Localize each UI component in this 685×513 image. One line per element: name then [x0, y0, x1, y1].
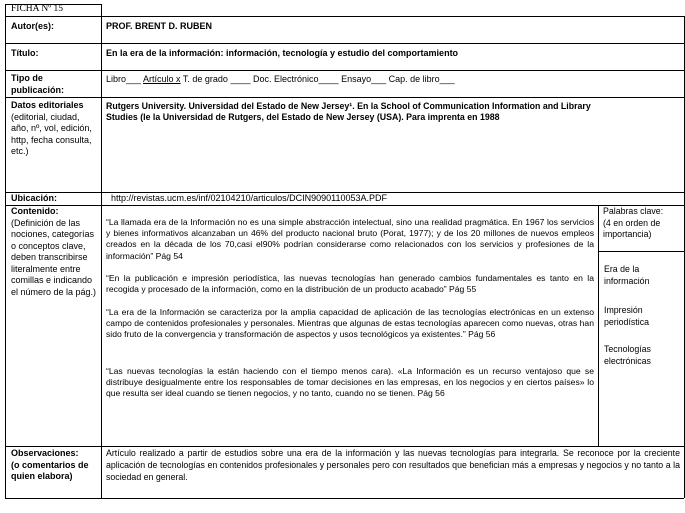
keyword-3: Tecnologías electrónicas	[604, 344, 651, 366]
contenido-label-block	[11, 206, 99, 298]
rule	[598, 205, 599, 446]
rule	[5, 43, 684, 44]
datos-line1: Rutgers University. Universidad del Estado de New Jersey¹. En la School of Communication Information and Library	[106, 101, 591, 111]
tipo-cap: Cap. de libro___	[388, 74, 455, 84]
contenido-label-detail: (Definición de las nociones, categorías o conceptos clave, deben transcribirse literalmente entre comillas e indicando el número de la pág.)	[11, 217, 97, 297]
ubicacion-label: Ubicación:	[11, 193, 58, 203]
tipo-tesis: T. de grado ____	[182, 74, 251, 84]
observaciones-value: Artículo realizado a partir de estudios sobre una era de la información y las nuevas tecnologías para integrarla. Se reconoce por la creciente aplicación de tecnologías en contenidos profesionales y personales pero con resultados que benefician más a empresas y negocios y no tanto a la sociedad en general.	[106, 448, 680, 482]
keyword-2: Impresión periodística	[604, 305, 649, 327]
rule	[5, 205, 684, 206]
tipo-libro: Libro___	[106, 74, 142, 84]
rule	[5, 498, 684, 499]
rule	[101, 4, 102, 498]
contenido-label: Contenido:	[11, 206, 59, 216]
ubicacion-url[interactable]: http://revistas.ucm.es/inf/02104210/articulos/DCIN9090110053A.PDF	[111, 193, 387, 203]
datos-line2: Studies (le la Universidad de Rutgers, del Estado de New Jersey (USA). Para imprenta en 1988	[106, 112, 500, 122]
quote-2: “En la publicación e impresión periodística, las nuevas tecnologías han generado cambios fundamentales es tanto en la recogida y procesado de la información, como en la distribución de un producto acabado” Pág 55	[106, 273, 594, 295]
autor-value: PROF. BRENT D. RUBEN	[106, 21, 213, 31]
palabras-label-detail: (4 en orden de importancia)	[603, 217, 661, 239]
observaciones-label-block	[11, 448, 99, 483]
rule	[598, 251, 684, 252]
tipo-label: Tipo de publicación:	[11, 73, 65, 95]
palabras-label: Palabras clave:	[603, 206, 664, 216]
rule	[5, 16, 684, 17]
ficha-number: FICHA Nº 15	[11, 4, 64, 14]
tipo-options	[106, 74, 455, 86]
titulo-label: Título:	[11, 48, 39, 58]
titulo-value: En la era de la información: información, tecnología y estudio del comportamiento	[106, 48, 459, 58]
quote-3: “La era de la Información se caracteriza por la amplia capacidad de aplicación de las tecnologías electrónicas en un extenso campo de contenidos profesionales y personales. Mientras que algunas de estas tecnologías aparecen como nuevas, otras han sido fruto de la convergencia y transformación de aspectos y usos tecnológicos ya existentes.” Pág 56	[106, 307, 594, 340]
autor-label: Autor(es):	[11, 21, 54, 31]
rule	[5, 70, 684, 71]
quote-1: “La llamada era de la Información no es una simple abstracción intelectual, sino una realidad pragmática. En 1967 los servicios y bienes informativos alcanzaban un 46% del producto nacional bruto (Porat, 1977); y de los 20 millones de nuevos empleos creados en la década de los 70,casi el90% podrían considerarse como relacionados con los servicios y profesiones de la información” Pág 54	[106, 217, 594, 261]
keyword-1: Era de la información	[604, 264, 650, 286]
tipo-ensayo: Ensayo___	[341, 74, 387, 84]
observaciones-label-detail: (o comentarios de quien elabora)	[11, 459, 89, 481]
tipo-electronico: Doc. Electrónico____	[252, 74, 339, 84]
observaciones-label: Observaciones:	[11, 448, 79, 458]
rule	[5, 4, 6, 498]
tipo-articulo: Artículo x	[143, 74, 181, 84]
palabras-label-block	[603, 206, 683, 241]
rule	[5, 446, 684, 447]
datos-label-detail: (editorial, ciudad, año, nº, vol, edición, http, fecha consulta, etc.)	[11, 111, 92, 156]
datos-label-block	[11, 100, 99, 158]
datos-label: Datos editoriales	[11, 100, 84, 110]
rule	[5, 97, 684, 98]
quote-4: “Las nuevas tecnologías la están haciendo con el tiempo menos cara). «La Información es un recurso ventajoso que se distribuye desigualmente entre los responsables de tomar decisiones en las empresas, en los negocios y en ciertos países» lo que resulta ser ideal cuando se tienen negocios, y no tanto, cuando no se tienen. Pág 56	[106, 366, 594, 399]
